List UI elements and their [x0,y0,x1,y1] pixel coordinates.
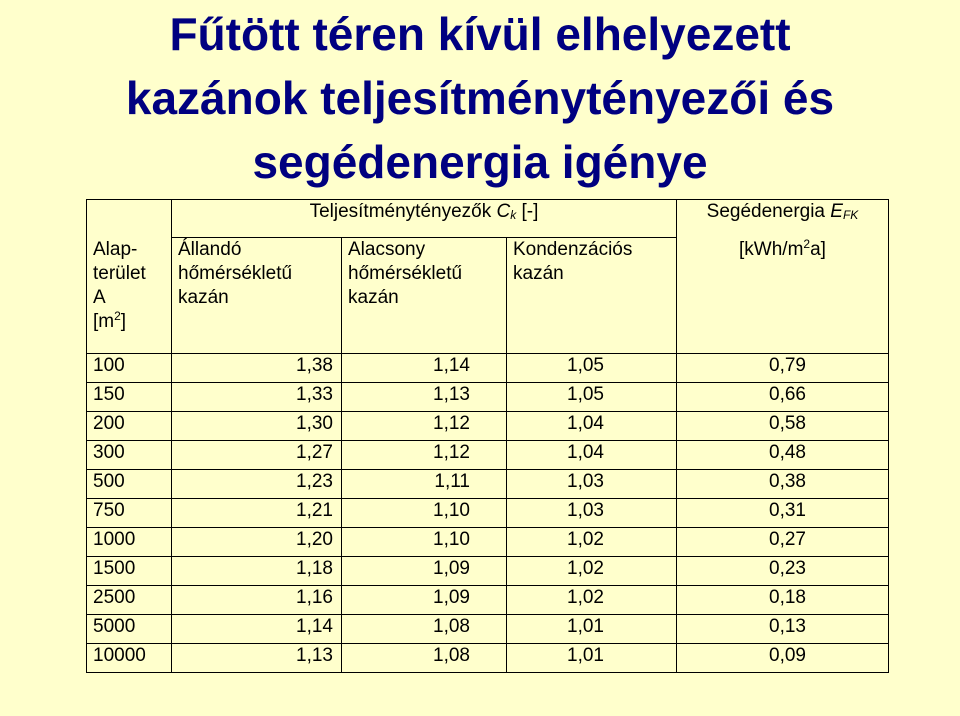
low-temp-cell: 1,14 [342,354,507,383]
constant-temp-cell: 1,16 [172,586,342,615]
aux-energy-cell: 0,31 [677,499,889,528]
col-header-line: kazán [513,263,564,284]
coef-symbol: C [496,201,511,222]
low-temp-cell: 1,08 [342,615,507,644]
aux-energy-cell: 0,66 [677,383,889,412]
aux-energy-cell: 0,38 [677,470,889,499]
low-temp-cell: 1,08 [342,644,507,673]
area-cell: 500 [87,470,172,499]
area-unit-close: ] [120,310,127,332]
low-temp-cell: 1,09 [342,586,507,615]
low-temp-cell: 1,12 [342,441,507,470]
aux-unit-open: [kWh/m [739,238,804,260]
aux-unit-header [677,238,889,354]
condensing-cell: 1,02 [507,557,677,586]
table-row [87,383,889,412]
aux-energy-cell: 0,48 [677,441,889,470]
col-header-line: kazán [178,287,229,308]
low-temp-cell: 1,09 [342,557,507,586]
constant-temp-cell: 1,30 [172,412,342,441]
table-row [87,615,889,644]
condensing-cell: 1,01 [507,615,677,644]
low-temp-cell: 1,10 [342,528,507,557]
aux-energy-cell: 0,27 [677,528,889,557]
aux-unit-close: a] [810,238,826,260]
condensing-cell: 1,03 [507,499,677,528]
aux-energy-cell: 0,58 [677,412,889,441]
col-header-line: Állandó [178,239,242,260]
low-temp-cell: 1,11 [342,470,507,499]
low-temp-cell: 1,12 [342,412,507,441]
aux-group-header [677,200,889,238]
area-cell: 150 [87,383,172,412]
boiler-table [86,199,889,673]
aux-energy-cell: 0,09 [677,644,889,673]
area-cell: 100 [87,354,172,383]
low-temp-cell: 1,13 [342,383,507,412]
col-header-line: Kondenzációs [513,239,633,260]
aux-energy-cell: 0,79 [677,354,889,383]
area-unit-sup: 2 [114,308,121,323]
constant-temp-cell: 1,21 [172,499,342,528]
area-cell: 750 [87,499,172,528]
area-cell: 300 [87,441,172,470]
constant-temp-cell: 1,38 [172,354,342,383]
title-line-2: kazánok teljesítménytényezői és [125,72,835,124]
col-header-line: hőmérsékletű [178,263,293,284]
table-row [87,470,889,499]
aux-unit-sup: 2 [803,236,811,251]
condensing-cell: 1,04 [507,412,677,441]
condensing-cell: 1,01 [507,644,677,673]
area-header [87,238,172,354]
condensing-cell: 1,02 [507,528,677,557]
col-header-line: hőmérsékletű [348,263,463,284]
aux-energy-cell: 0,13 [677,615,889,644]
constant-temp-cell: 1,20 [172,528,342,557]
col-header-line: Alacsony [348,239,426,260]
group-header-row [87,200,889,238]
area-header-spacer [87,200,172,238]
title-line-3: segédenergia igénye [252,136,708,188]
area-unit-open: [m [93,310,115,332]
area-unit [93,310,165,334]
area-cell: 200 [87,412,172,441]
table-row [87,586,889,615]
coef-unit: [-] [516,201,539,222]
area-cell: 1500 [87,557,172,586]
constant-temp-cell: 1,23 [172,470,342,499]
area-header-line: Alap- [93,238,138,260]
condensing-cell: 1,02 [507,586,677,615]
col-header-line: kazán [348,287,399,308]
table-row [87,644,889,673]
title-line-1: Fűtött téren kívül elhelyezett [169,8,791,60]
coef-subscript: k [510,208,517,222]
aux-energy-cell: 0,18 [677,586,889,615]
area-cell: 2500 [87,586,172,615]
table-row [87,412,889,441]
col-header-condensing [507,238,677,354]
aux-energy-cell: 0,23 [677,557,889,586]
area-header-line: A [93,286,106,308]
table-row [87,557,889,586]
aux-symbol: E [830,201,843,222]
col-header-low-temp [342,238,507,354]
table-row [87,499,889,528]
constant-temp-cell: 1,13 [172,644,342,673]
column-header-row [87,238,889,354]
col-header-constant-temp [172,238,342,354]
constant-temp-cell: 1,27 [172,441,342,470]
constant-temp-cell: 1,18 [172,557,342,586]
table-row [87,441,889,470]
condensing-cell: 1,03 [507,470,677,499]
area-cell: 1000 [87,528,172,557]
table-row [87,528,889,557]
coef-group-header [172,200,677,238]
aux-label: Segédenergia [706,201,831,222]
table-row [87,354,889,383]
coef-label: Teljesítménytényezők [309,201,497,222]
table-body [87,354,889,673]
area-header-line: terület [93,262,146,284]
low-temp-cell: 1,10 [342,499,507,528]
constant-temp-cell: 1,14 [172,615,342,644]
condensing-cell: 1,04 [507,441,677,470]
aux-subscript: FK [842,208,859,222]
area-cell: 10000 [87,644,172,673]
constant-temp-cell: 1,33 [172,383,342,412]
area-cell: 5000 [87,615,172,644]
condensing-cell: 1,05 [507,383,677,412]
condensing-cell: 1,05 [507,354,677,383]
page-title [0,2,960,194]
